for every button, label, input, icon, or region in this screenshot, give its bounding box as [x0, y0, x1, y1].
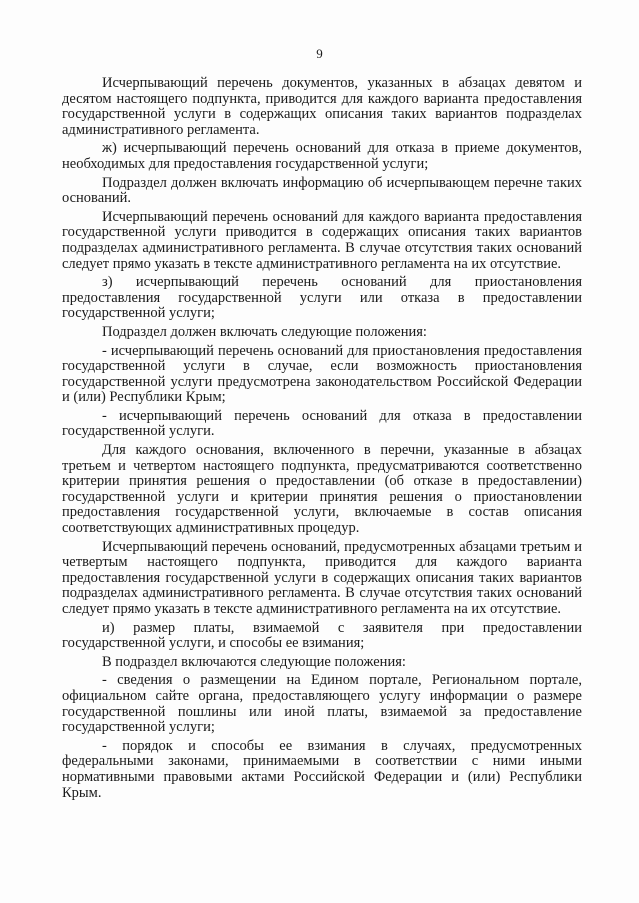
- paragraph: з) исчерпывающий перечень оснований для приостановления предоставления государственной услуги или отказа в предоставлении государственной услуги;: [62, 274, 582, 322]
- bullet-paragraph: - исчерпывающий перечень оснований для приостановления предоставления государственной услуги в случае, если возможность приостановления государственной услуги предусмотрена законодательством Российской Федерации и (или) Республики Крым;: [62, 342, 582, 406]
- paragraph: Подраздел должен включать информацию об исчерпывающем перечне таких оснований.: [62, 174, 582, 207]
- paragraph: Исчерпывающий перечень оснований для каждого варианта предоставления государственной услуги приводится в содержащих описания таких вариантов подразделах административного регламента. В случае отсутствия таких оснований следует прямо указать в тексте административного регламента на их отсутствие.: [62, 208, 582, 272]
- document-body: [62, 76, 582, 801]
- bullet-paragraph: - сведения о размещении на Едином портале, Региональном портале, официальном сайте органа, предоставляющего услугу информации о размере государственной пошлины или иной платы, взимаемой за предоставление государственной услуги;: [62, 672, 582, 736]
- paragraph: Подраздел должен включать следующие положения:: [102, 323, 427, 340]
- paragraph: Для каждого основания, включенного в перечни, указанные в абзацах третьем и четвертом настоящего подпункта, предусматриваются соответственно критерии принятия решения о предоставлении (об отказе в предоставлении) государственной услуги и критерии принятия решения о приостановлении предоставления государственной услуги, включаемые в состав описания соответствующих административных процедур.: [62, 442, 582, 537]
- page-number: 9: [316, 46, 323, 61]
- paragraph: В подраздел включаются следующие положения:: [102, 653, 406, 670]
- paragraph: и) размер платы, взимаемой с заявителя при предоставлении государственной услуги, и способы ее взимания;: [62, 619, 582, 652]
- paragraph: Исчерпывающий перечень оснований, предусмотренных абзацами третьим и четвертым настоящего подпункта, приводится для каждого варианта предоставления государственной услуги в содержащих описания таких вариантов подразделах административного регламента. В случае отсутствия таких оснований следует прямо указать в тексте административного регламента на их отсутствие.: [62, 538, 582, 617]
- paragraph: ж) исчерпывающий перечень оснований для отказа в приеме документов, необходимых для предоставления государственной услуги;: [62, 140, 582, 172]
- bullet-paragraph: - порядок и способы ее взимания в случаях, предусмотренных федеральными законами, принимаемыми в соответствии с ними иными нормативными правовыми актами Российской Федерации и (или) Республики Крым.: [62, 737, 582, 801]
- bullet-paragraph: - исчерпывающий перечень оснований для отказа в предоставлении государственной услуги.: [62, 407, 582, 440]
- paragraph: Исчерпывающий перечень документов, указанных в абзацах девятом и десятом настоящего подпункта, приводится для каждого варианта предоставления государственной услуги в содержащих описания таких вариантов подразделах административного регламента.: [62, 75, 582, 138]
